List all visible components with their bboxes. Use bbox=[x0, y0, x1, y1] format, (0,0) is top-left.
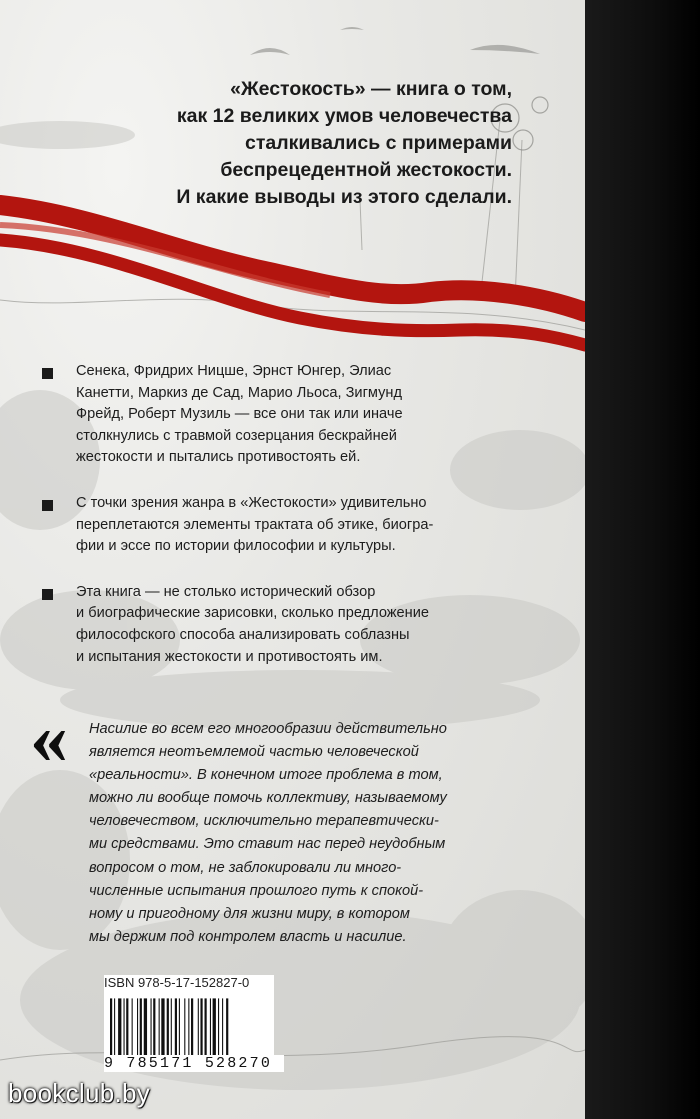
quote-line: является неотъемлемой частью человеческой bbox=[89, 744, 419, 761]
headline-line: беспрецедентной жестокости. bbox=[220, 159, 512, 181]
feature-line: Сенека, Фридрих Ницше, Эрнст Юнгер, Элиас bbox=[76, 363, 392, 379]
headline bbox=[92, 76, 512, 211]
feature-item bbox=[42, 493, 562, 558]
quote-line: «реальности». В конечном итоге проблема в том, bbox=[89, 767, 443, 784]
feature-line: фии и эссе по истории философии и культуры. bbox=[76, 538, 396, 555]
quote-line: ному и пригодному для жизни миру, в котором bbox=[89, 905, 410, 922]
quote-line: ми средствами. Это ставит нас перед неудобным bbox=[89, 836, 446, 853]
feature-line: столкнулись с травмой созерцания бескрайней bbox=[76, 427, 397, 444]
headline-line: как 12 великих умов человечества bbox=[176, 105, 512, 127]
quote-line: мы держим под контролем власть и насилие. bbox=[89, 928, 407, 945]
watermark: bookclub.by bbox=[8, 1078, 151, 1108]
feature-line: Канетти, Маркиз де Сад, Марио Льоса, Зигмунд bbox=[76, 384, 402, 401]
feature-item bbox=[42, 582, 562, 668]
book-spine bbox=[585, 0, 700, 1119]
quote-line: человечеством, исключительно терапевтически- bbox=[89, 813, 439, 830]
feature-line: и испытания жестокости и противостоять им. bbox=[76, 648, 383, 665]
feature-item bbox=[42, 361, 562, 469]
square-bullet-icon bbox=[42, 368, 53, 379]
feature-line: жестокости и пытались противостоять ей. bbox=[76, 449, 361, 466]
quote-line: вопросом о том, не заблокировали ли много- bbox=[89, 859, 402, 876]
quote-mark-icon: « bbox=[30, 696, 68, 780]
headline-line: И какие выводы из этого сделали. bbox=[176, 186, 512, 208]
feature-line: философского способа анализировать соблазны bbox=[76, 626, 410, 643]
quote-line: численные испытания прошлого путь к спокой- bbox=[89, 882, 424, 899]
barcode-digits: 9 785171 528270 bbox=[104, 1055, 284, 1072]
feature-line: Фрейд, Роберт Музиль — все они так или иначе bbox=[76, 406, 403, 423]
square-bullet-icon bbox=[42, 589, 53, 600]
quote-block bbox=[89, 718, 559, 949]
feature-line: С точки зрения жанра в «Жестокости» удивительно bbox=[76, 494, 427, 511]
isbn-label: ISBN 978-5-17-152827-0 bbox=[104, 975, 250, 990]
feature-list bbox=[42, 361, 562, 692]
headline-line: «Жестокость» — книга о том, bbox=[230, 78, 512, 100]
feature-line: переплетаются элементы трактата об этике, биогра- bbox=[76, 516, 434, 533]
feature-line: и биографические зарисовки, сколько предложение bbox=[76, 605, 429, 622]
quote-line: можно ли вообще помочь коллективу, называемому bbox=[89, 790, 447, 807]
square-bullet-icon bbox=[42, 500, 53, 511]
quote-line: Насилие во всем его многообразии действительно bbox=[89, 721, 447, 737]
headline-line: сталкивались с примерами bbox=[245, 132, 512, 154]
feature-line: Эта книга — не столько исторический обзор bbox=[76, 583, 376, 600]
